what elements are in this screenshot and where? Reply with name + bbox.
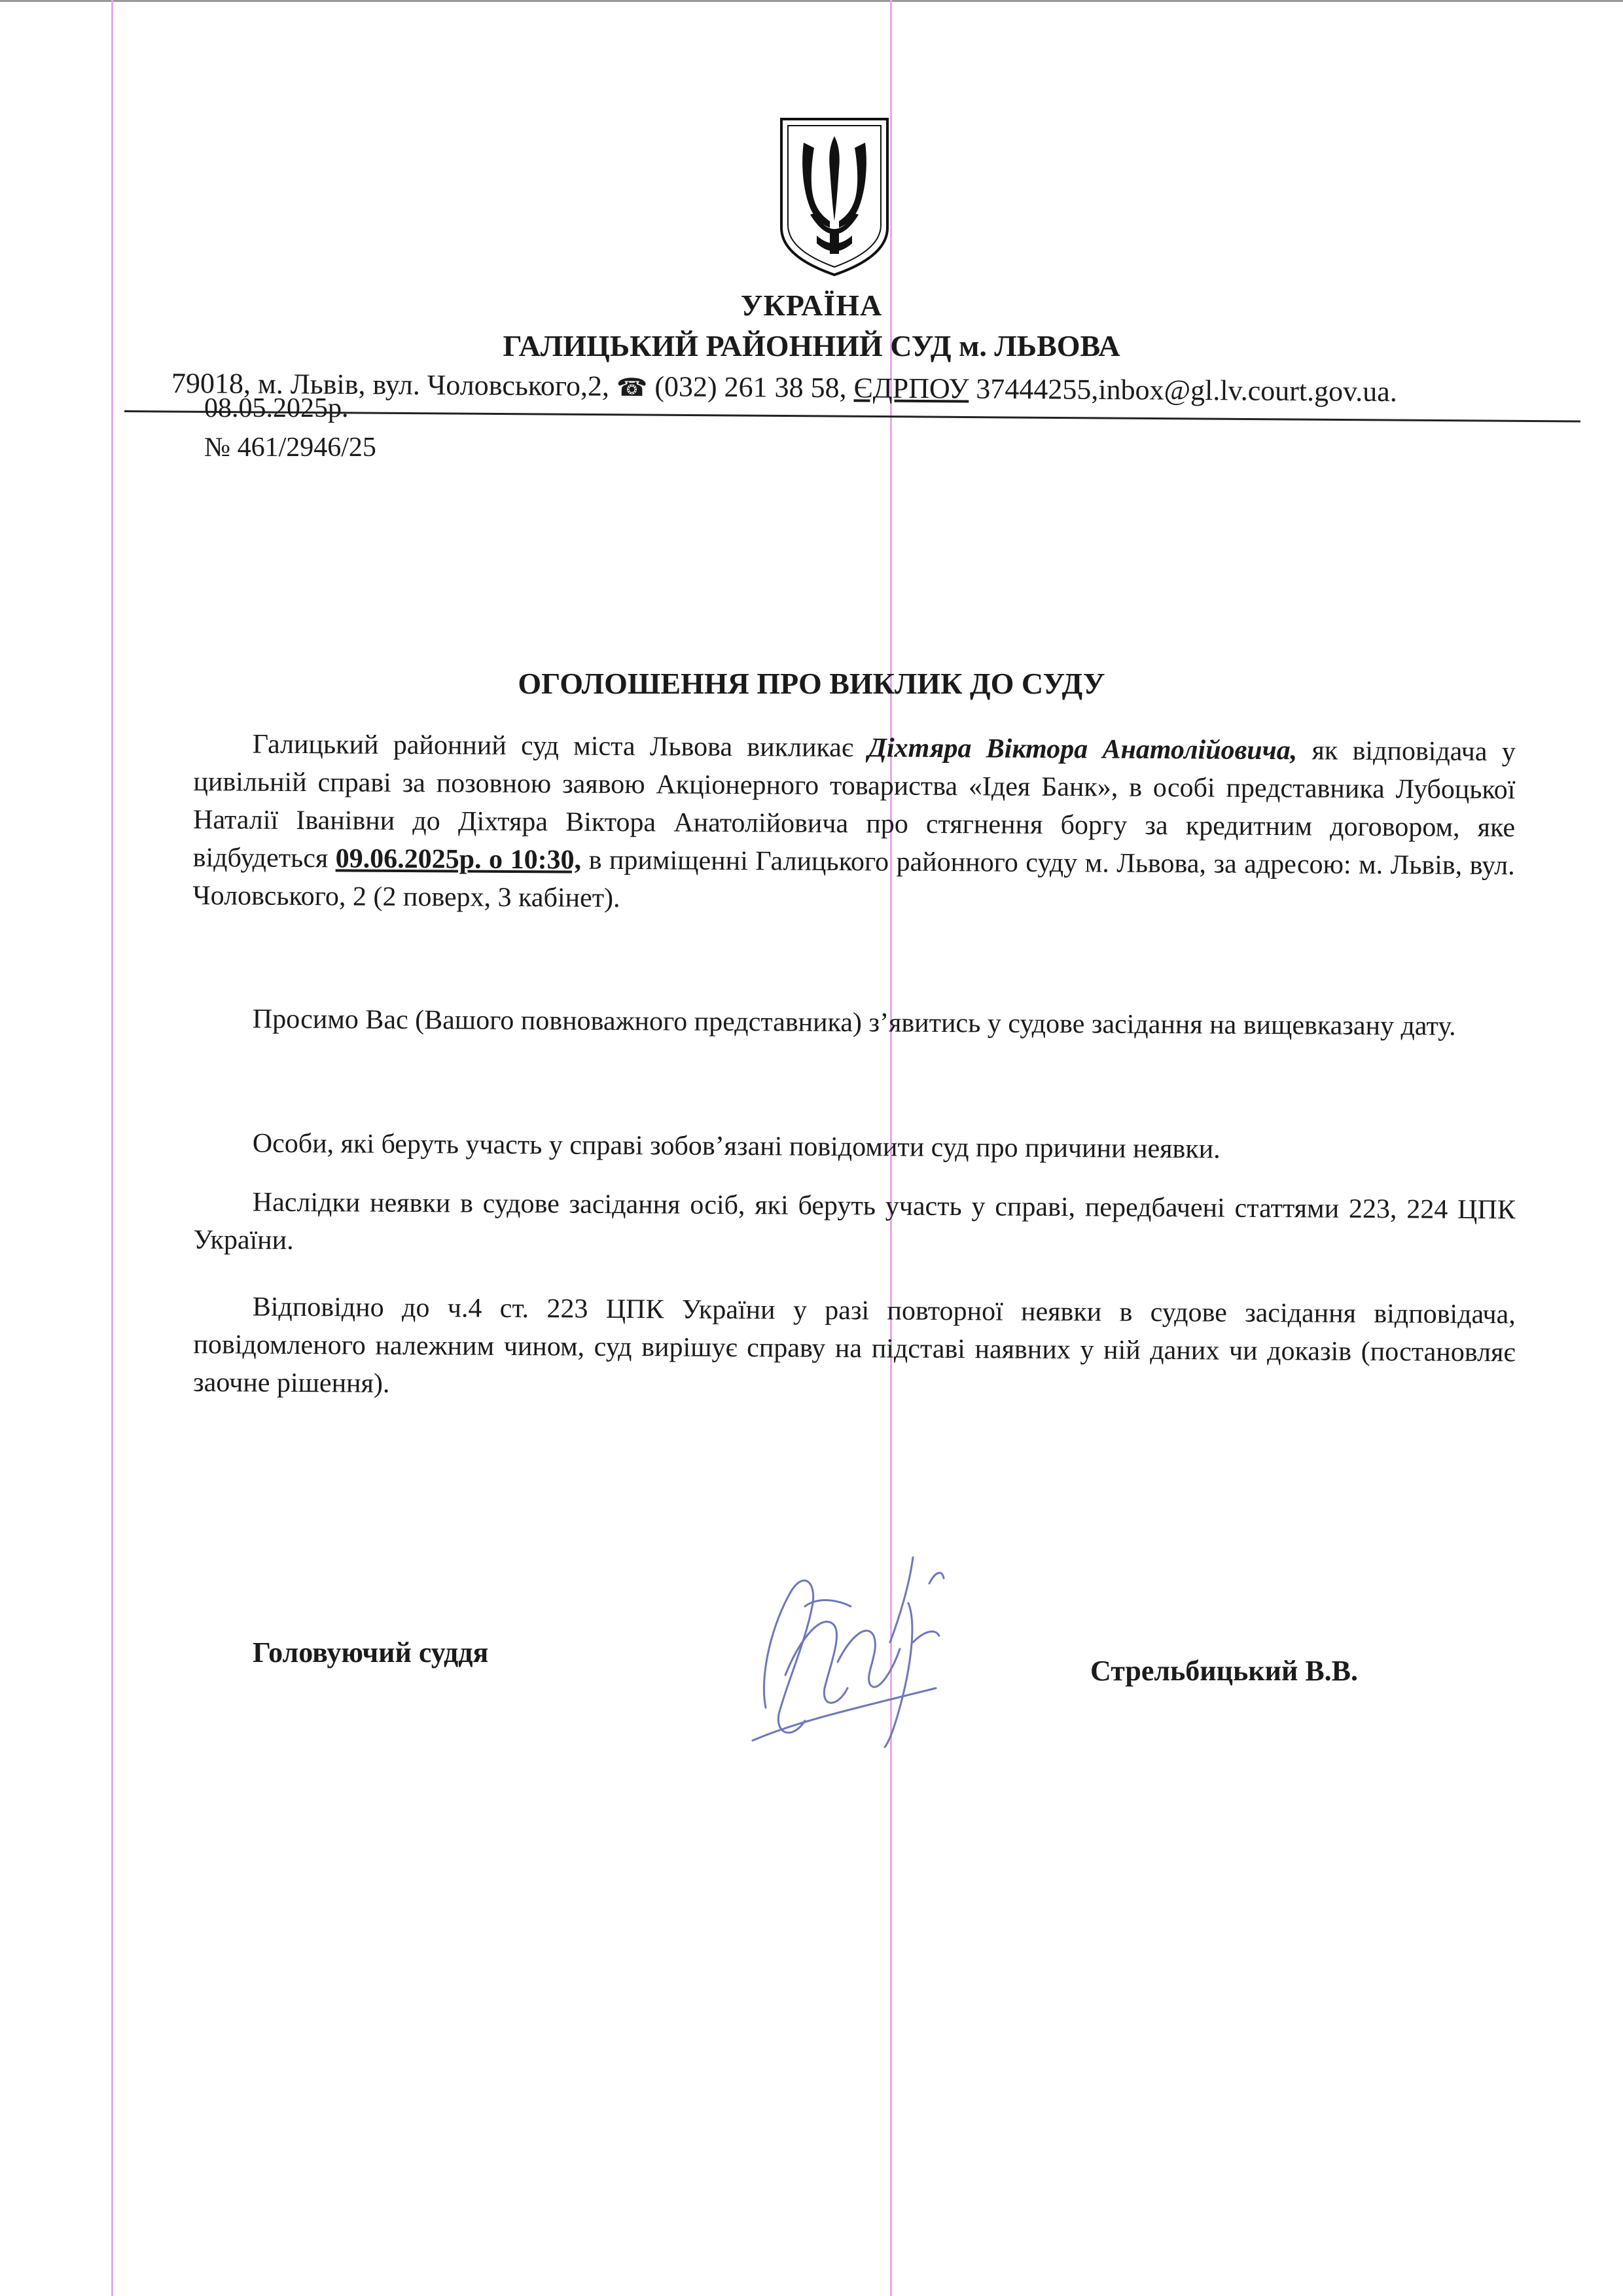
coat-of-arms-icon xyxy=(777,116,891,277)
notify-absence-text: Особи, які беруть участь у справі зобов’язані повідомити суд про причини неявки. xyxy=(252,1128,1221,1165)
summons-text-middle: як відповідача у цивільній справі за позовною заявою Акціонерного товариства «Ідея Банк», в особі представника Лубоцької Наталії Іванівни до Діхтяра Віктора Анатолійовича про стягнення боргу за кредитним договором, яке відбудеться xyxy=(192,735,1516,874)
hearing-datetime: 09.06.2025р. о 10:30, xyxy=(335,843,582,875)
edrpou-and-email: 37444255,inbox@gl.lv.court.gov.ua. xyxy=(976,372,1397,408)
scan-top-border xyxy=(0,0,1623,2)
handwritten-signature xyxy=(740,1544,975,1760)
paragraph-default-judgment xyxy=(193,1288,1516,1409)
court-address: 79018, м. Львів, вул. Чоловського,2, xyxy=(171,367,610,402)
paragraph-appear-request xyxy=(194,1000,1516,1046)
paragraph-notify-absence xyxy=(194,1124,1516,1170)
consequences-text: Наслідки неявки в судове засідання осіб, які беруть участь у справі, передбачені статтями 223, 224 ЦПК України. xyxy=(193,1187,1516,1256)
defendant-name: Діхтяра Віктора Анатолійовича, xyxy=(868,733,1298,766)
document-date: 08.05.2025р. xyxy=(204,393,349,423)
phone-icon: ☎ xyxy=(616,372,648,402)
case-number: № 461/2946/25 xyxy=(204,433,376,463)
paragraph-consequences xyxy=(193,1183,1516,1267)
court-phone: (032) 261 38 58 xyxy=(654,370,840,404)
presiding-judge-label: Головуючий суддя xyxy=(253,1636,489,1669)
paragraph-summons xyxy=(192,725,1516,923)
edrpou-label: ЄДРПОУ xyxy=(853,372,969,405)
default-judgment-text: Відповідно до ч.4 ст. 223 ЦПК України у разі повторної неявки в судове засідання відповідача, повідомленого належним чином, суд вирішує справу на підставі наявних у ній даних чи доказів (постановляє заочне рішення). xyxy=(192,1292,1516,1399)
court-name-heading: ГАЛИЦЬКИЙ РАЙОННИЙ СУД м. ЛЬВОВА xyxy=(503,329,1120,362)
appear-request-text: Просимо Вас (Вашого повноважного представника) з’явитись у судове засідання на вищевказану дату. xyxy=(252,1004,1456,1042)
summons-text-end: в приміщенні Галицького районного суду м. Львова, за адресою: м. Львів, вул. Чоловського, 2 (2 поверх, 3 кабінет). xyxy=(192,845,1515,913)
court-address-line: 79018, м. Львів, вул. Чоловського,2, ☎ (032) 261 38 58, ЄДРПОУ 37444255,inbox@gl.lv.court.gov.ua. xyxy=(171,367,1397,408)
summons-text-start: Галицький районний суд міста Львова викликає xyxy=(252,729,868,764)
judge-name: Стрельбицький В.В. xyxy=(1090,1655,1359,1687)
document-title: ОГОЛОШЕННЯ ПРО ВИКЛИК ДО СУДУ xyxy=(518,667,1105,700)
country-heading: УКРАЇНА xyxy=(740,289,883,322)
